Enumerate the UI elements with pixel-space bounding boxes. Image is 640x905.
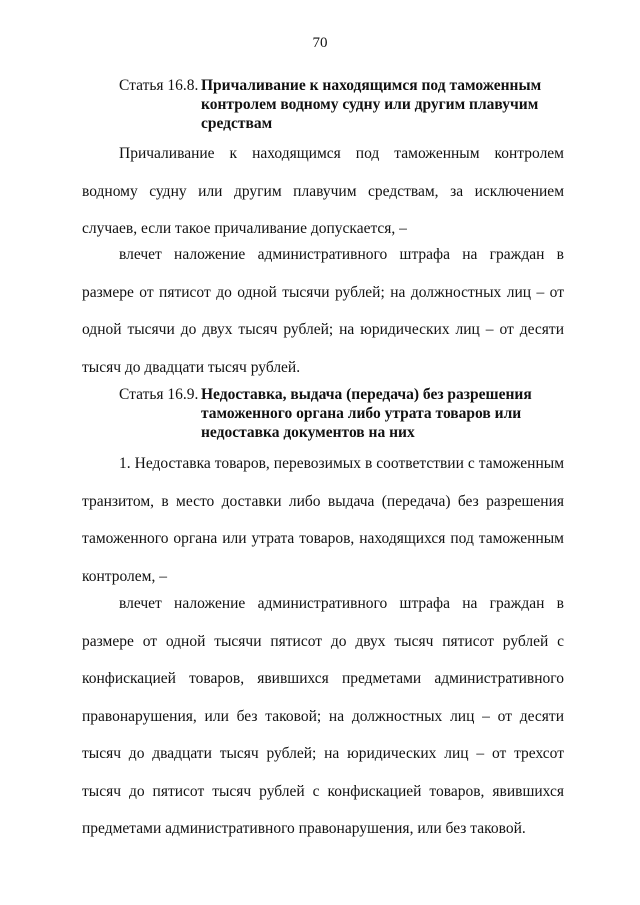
article-16-8-paragraph-1: Причаливание к находящимся под таможенным контролем водному судну или другим плавучим средствам, за исключением случаев, если такое причаливание допускается, –	[82, 145, 564, 237]
article-16-8-heading	[119, 76, 589, 133]
article-16-9-title: Недоставка, выдача (передача) без разрешения таможенного органа либо утрата товаров или недоставка документов на них	[201, 386, 532, 441]
article-16-9-label: Статья 16.9.	[119, 386, 199, 403]
article-16-8-paragraph-2: влечет наложение административного штрафа на граждан в размере от пятисот до одной тысячи рублей; на должностных лиц – от одной тысячи до двух тысяч рублей; на юридических лиц – от десяти тысяч до двадцати тысяч рублей.	[82, 246, 564, 376]
page-number: 70	[312, 35, 328, 51]
article-16-8-label: Статья 16.8.	[119, 77, 199, 94]
article-16-8-title: Причаливание к находящимся под таможенным контролем водному судну или другим плавучим средствам	[201, 77, 542, 132]
article-16-9-heading	[119, 385, 589, 442]
article-16-9-paragraph-2: влечет наложение административного штрафа на граждан в размере от одной тысячи пятисот до двух тысяч пятисот рублей с конфискацией товаров, явившихся предметами административного правонарушения, или без таковой; на должностных лиц – от десяти тысяч до двадцати тысяч рублей; на юридических лиц – от трехсот тысяч до пятисот тысяч рублей с конфискацией товаров, явившихся предметами административного правонарушения, или без таковой.	[82, 595, 564, 837]
article-16-9-paragraph-1: 1. Недоставка товаров, перевозимых в соответствии с таможенным транзитом, в место доставки либо выдача (передача) без разрешения таможенного органа или утрата товаров, находящихся под таможенным контролем, –	[82, 455, 564, 585]
